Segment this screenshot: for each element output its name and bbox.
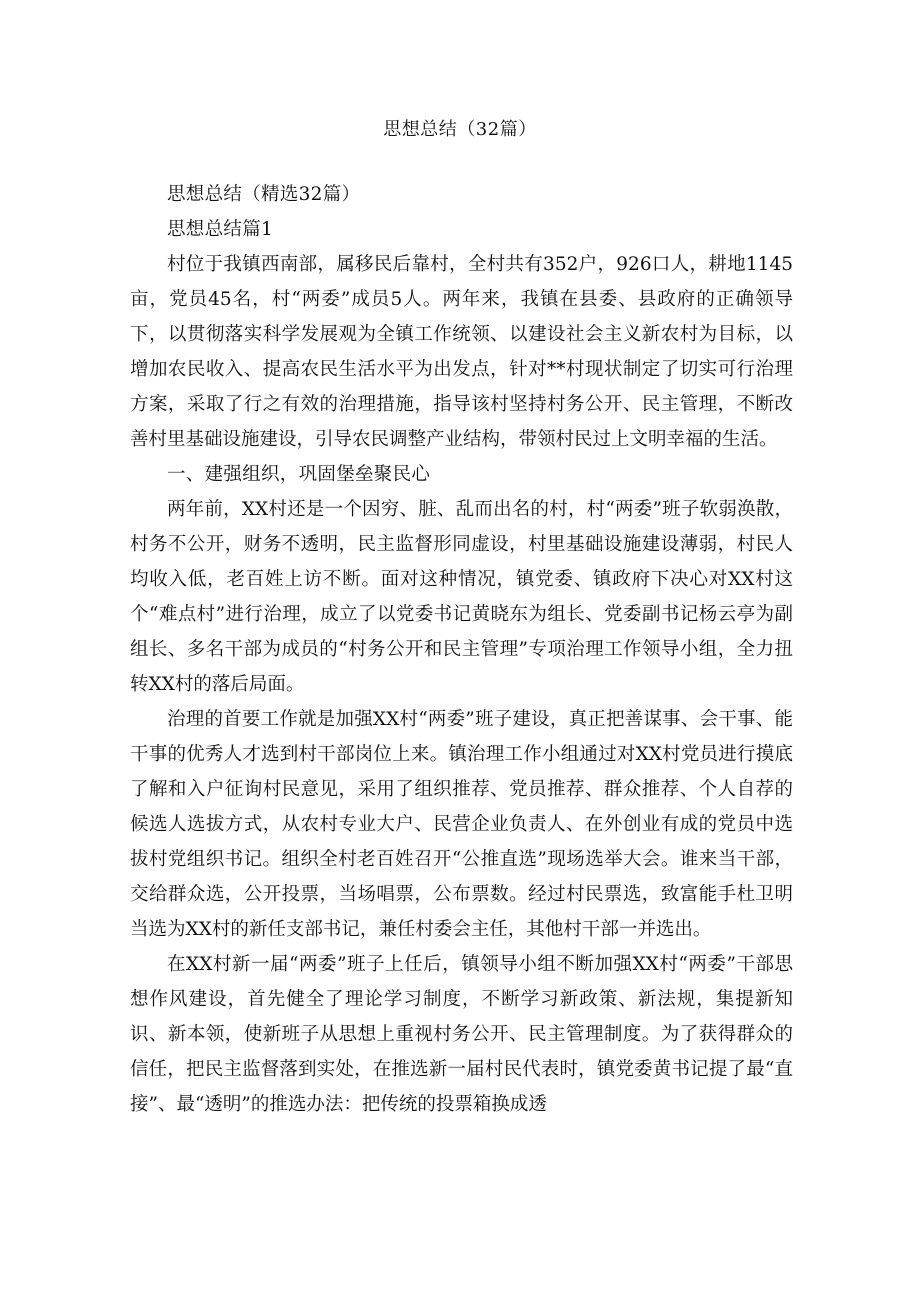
paragraph-team-building: 治理的首要工作就是加强XX村“两委”班子建设，真正把善谋事、会干事、能干事的优秀人才选到村干部岗位上来。镇治理工作小组通过对XX村党员进行摸底了解和入户征询村民意见，采用了组织推荐、党员推荐、群众推荐、个人自荐的候选人选拔方式，从农村专业大户、民营企业负责人、在外创业有成的党员中选拔村党组织书记。组织全村老百姓召开“公推直选”现场选举大会。谁来当干部，交给群众选，公开投票，当场唱票，公布票数。经过村民票选，致富能手杜卫明当选为XX村的新任支部书记，兼任村委会主任，其他村干部一并选出。 [130,709,793,940]
paragraph-new-committee: 在XX村新一届“两委”班子上任后，镇领导小组不断加强XX村“两委”干部思想作风建设，首先健全了理论学习制度，不断学习新政策、新法规，集提新知识、新本领，使新班子从思想上重视村务公开、民主管理制度。为了获得群众的信任，把民主监督落到实处，在推选新一届村民代表时，镇党委黄书记提了最“直接”、最“透明”的推选办法：把传统的投票箱换成透 [130,954,793,1115]
paragraph-intro: 村位于我镇西南部，属移民后靠村，全村共有352户，926口人，耕地1145亩，党员45名，村“两委”成员5人。两年来，我镇在县委、县政府的正确领导下，以贯彻落实科学发展观为全镇工作统领、以建设社会主义新农村为目标，以增加农民收入、提高农民生活水平为出发点，针对**村现状制定了切实可行治理方案，采取了行之有效的治理措施，指导该村坚持村务公开、民主管理，不断改善村里基础设施建设，引导农民调整产业结构，带领村民过上文明幸福的生活。 [130,254,793,450]
document-body [130,177,793,1122]
chapter-heading: 思想总结篇1 [167,219,274,240]
paragraph-background: 两年前，XX村还是一个因穷、脏、乱而出名的村，村“两委”班子软弱涣散，村务不公开，财务不透明，民主监督形同虚设，村里基础设施建设薄弱，村民人均收入低，老百姓上访不断。面对这种情况，镇党委、镇政府下决心对XX村这个“难点村”进行治理，成立了以党委书记黄晓东为组长、党委副书记杨云亭为副组长、多名干部为成员的“村务公开和民主管理”专项治理工作领导小组，全力扭转XX村的落后局面。 [130,499,793,695]
document-subtitle: 思想总结（精选32篇） [167,184,361,205]
section-heading: 一、建强组织，巩固堡垒聚民心 [167,464,431,485]
document-title: 思想总结（32篇） [383,119,537,140]
